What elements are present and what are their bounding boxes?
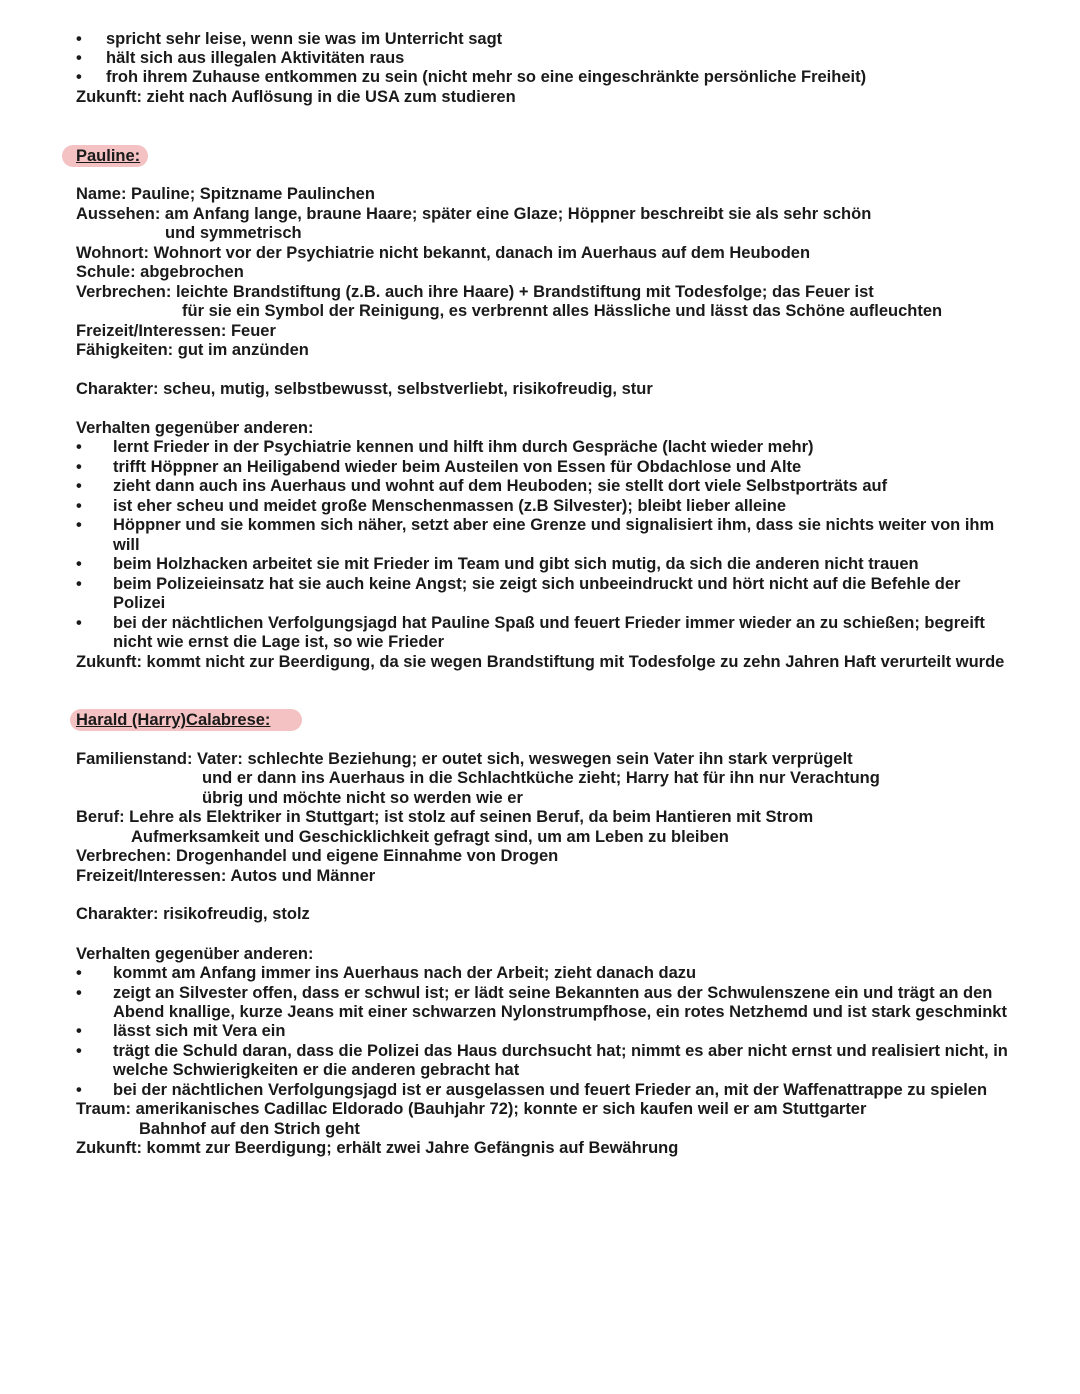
pauline-charakter: Charakter: scheu, mutig, selbstbewusst, selbstverliebt, risikofreudig, stur — [76, 380, 653, 398]
pauline-aussehen-cont: und symmetrisch — [165, 224, 302, 242]
harry-bullet-1: kommt am Anfang immer ins Auerhaus nach der Arbeit; zieht danach dazu — [113, 964, 697, 982]
harry-bullet-4: trägt die Schuld daran, dass die Polizei das Haus durchsucht hat; nimmt es aber nicht ernst und realisiert nicht, in — [113, 1042, 1008, 1060]
pauline-verhalten-heading: Verhalten gegenüber anderen: — [76, 419, 314, 437]
bullet-symbol: • — [76, 1081, 82, 1099]
harry-beruf: Beruf: Lehre als Elektriker in Stuttgart; ist stolz auf seinen Beruf, da beim Hantieren mit Strom — [76, 808, 814, 826]
intro-bullet-3: froh ihrem Zuhause entkommen zu sein (nicht mehr so eine eingeschränkte persönliche Freiheit) — [106, 68, 867, 86]
harry-traum: Traum: amerikanisches Cadillac Eldorado (Bauhjahr 72); konnte er sich kaufen weil er am Stuttgarter — [76, 1100, 867, 1118]
harry-traum-cont: Bahnhof auf den Strich geht — [139, 1120, 360, 1138]
bullet-symbol: • — [76, 30, 82, 48]
bullet-symbol: • — [76, 555, 82, 573]
bullet-symbol: • — [76, 516, 82, 534]
pauline-bullet-7: beim Polizeieinsatz hat sie auch keine Angst; sie zeigt sich unbeeindruckt und hört nicht auf die Befehle der — [113, 575, 961, 593]
harry-bullet-2-cont: Abend knallige, kurze Jeans mit einer schwarzen Nylonstrumpfhose, ein rotes Netzhemd und ist stark geschminkt — [113, 1003, 1007, 1021]
pauline-verbrechen: Verbrechen: leichte Brandstiftung (z.B. auch ihre Haare) + Brandstiftung mit Todesfolge; das Feuer ist — [76, 283, 874, 301]
pauline-bullet-8-cont: nicht wie ernst die Lage ist, so wie Frieder — [113, 633, 445, 651]
pauline-faehigkeiten: Fähigkeiten: gut im anzünden — [76, 341, 309, 359]
pauline-zukunft: Zukunft: kommt nicht zur Beerdigung, da sie wegen Brandstiftung mit Todesfolge zu zehn Jahren Haft verurteilt wurde — [76, 653, 1005, 671]
harry-zukunft: Zukunft: kommt zur Beerdigung; erhält zwei Jahre Gefängnis auf Bewährung — [76, 1139, 679, 1157]
intro-zukunft: Zukunft: zieht nach Auflösung in die USA zum studieren — [76, 88, 516, 106]
pauline-aussehen: Aussehen: am Anfang lange, braune Haare; später eine Glaze; Höppner beschreibt sie als sehr schön — [76, 205, 872, 223]
harry-bullet-3: lässt sich mit Vera ein — [113, 1022, 286, 1040]
pauline-bullet-4: ist eher scheu und meidet große Menschenmassen (z.B Silvester); bleibt lieber alleine — [113, 497, 787, 515]
intro-bullet-1: spricht sehr leise, wenn sie was im Unterricht sagt — [106, 30, 503, 48]
harry-familienstand-cont-2: übrig und möchte nicht so werden wie er — [202, 789, 523, 807]
pauline-heading: Pauline: — [76, 147, 141, 165]
bullet-symbol: • — [76, 964, 82, 982]
harry-bullet-5: bei der nächtlichen Verfolgungsjagd ist er ausgelassen und feuert Frieder an, mit der Waffenattrappe zu spielen — [113, 1081, 988, 1099]
harry-bullet-2: zeigt an Silvester offen, dass er schwul ist; er lädt seine Bekannten aus der Schwulenszene ein und trägt an den — [113, 984, 993, 1002]
bullet-symbol: • — [76, 458, 82, 476]
harry-beruf-cont: Aufmerksamkeit und Geschicklichkeit gefragt sind, um am Leben zu bleiben — [131, 828, 729, 846]
harry-bullet-4-cont: welche Schwierigkeiten er die anderen gebracht hat — [113, 1061, 520, 1079]
harry-familienstand: Familienstand: Vater: schlechte Beziehung; er outet sich, weswegen sein Vater ihn stark verprügelt — [76, 750, 853, 768]
harry-verbrechen: Verbrechen: Drogenhandel und eigene Einnahme von Drogen — [76, 847, 559, 865]
bullet-symbol: • — [76, 1022, 82, 1040]
pauline-bullet-6: beim Holzhacken arbeitet sie mit Frieder im Team und gibt sich mutig, da sich die anderen nicht trauen — [113, 555, 919, 573]
harry-charakter: Charakter: risikofreudig, stolz — [76, 905, 310, 923]
pauline-verbrechen-cont: für sie ein Symbol der Reinigung, es verbrennt alles Hässliche und lässt das Schöne aufleuchten — [182, 302, 943, 320]
bullet-symbol: • — [76, 68, 82, 86]
bullet-symbol: • — [76, 575, 82, 593]
pauline-bullet-5: Höppner und sie kommen sich näher, setzt aber eine Grenze und signalisiert ihm, dass sie nichts weiter von ihm — [113, 516, 995, 534]
pauline-bullet-8: bei der nächtlichen Verfolgungsjagd hat Pauline Spaß und feuert Frieder immer wieder an zu schießen; begreift — [113, 614, 985, 632]
pauline-bullet-2: trifft Höppner an Heiligabend wieder beim Austeilen von Essen für Obdachlose und Alte — [113, 458, 802, 476]
harry-freizeit: Freizeit/Interessen: Autos und Männer — [76, 867, 376, 885]
pauline-bullet-5-cont: will — [113, 536, 140, 554]
bullet-symbol: • — [76, 984, 82, 1002]
harry-familienstand-cont-1: und er dann ins Auerhaus in die Schlachtküche zieht; Harry hat für ihn nur Verachtung — [202, 769, 880, 787]
pauline-schule: Schule: abgebrochen — [76, 263, 244, 281]
harry-heading: Harald (Harry)Calabrese: — [76, 711, 271, 729]
bullet-symbol: • — [76, 438, 82, 456]
pauline-bullet-1: lernt Frieder in der Psychiatrie kennen und hilft ihm durch Gespräche (lacht wieder mehr) — [113, 438, 814, 456]
bullet-symbol: • — [76, 1042, 82, 1060]
pauline-bullet-7-cont: Polizei — [113, 594, 166, 612]
bullet-symbol: • — [76, 497, 82, 515]
bullet-symbol: • — [76, 477, 82, 495]
harry-verhalten-heading: Verhalten gegenüber anderen: — [76, 945, 314, 963]
intro-bullet-2: hält sich aus illegalen Aktivitäten raus — [106, 49, 405, 67]
pauline-freizeit: Freizeit/Interessen: Feuer — [76, 322, 276, 340]
pauline-bullet-3: zieht dann auch ins Auerhaus und wohnt auf dem Heuboden; sie stellt dort viele Selbstporträts auf — [113, 477, 888, 495]
pauline-wohnort: Wohnort: Wohnort vor der Psychiatrie nicht bekannt, danach im Auerhaus auf dem Heuboden — [76, 244, 811, 262]
bullet-symbol: • — [76, 614, 82, 632]
pauline-name: Name: Pauline; Spitzname Paulinchen — [76, 185, 375, 203]
bullet-symbol: • — [76, 49, 82, 67]
